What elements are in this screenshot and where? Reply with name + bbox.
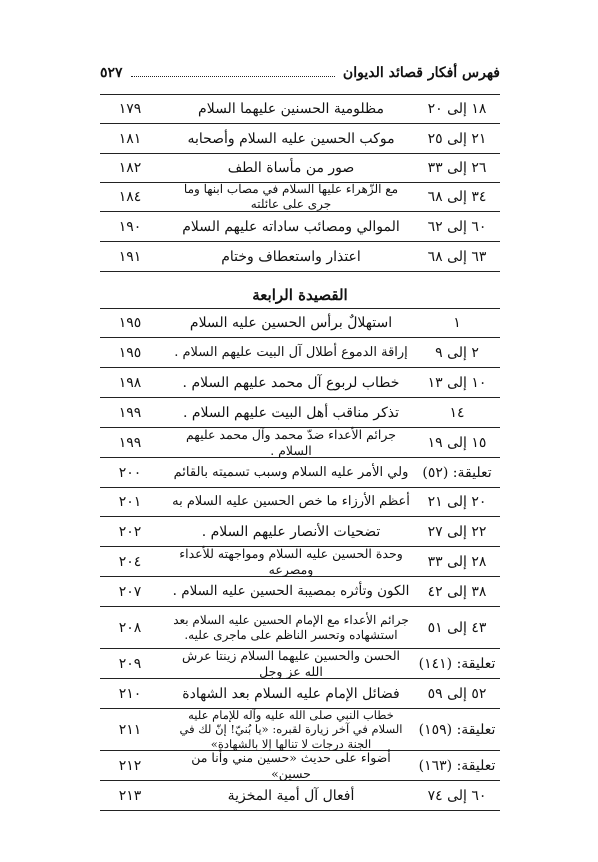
index-row — [100, 242, 500, 272]
index-row — [100, 577, 500, 607]
index-row — [100, 751, 500, 781]
leader-dots — [131, 76, 335, 77]
verse-range: ٢٦ إلى ٣٣ — [427, 160, 487, 176]
topic-title: أضواء على حديث «حسين مني وأنا من حسين» — [191, 750, 391, 781]
index-row — [100, 607, 500, 649]
page-ref: ١٩٩ — [118, 404, 142, 421]
verse-range: تعليقة: (١٥٩) — [418, 721, 496, 738]
index-row — [100, 781, 500, 811]
verse-range: تعليقة: (١٤١) — [418, 655, 496, 672]
running-title: فهرس أفكار قصائد الديوان — [342, 65, 500, 81]
topic-title: تضحيات الأنصار عليهم السلام . — [201, 523, 381, 540]
topic-title: الكون وتأثره بمصيبة الحسين عليه السلام . — [172, 583, 410, 600]
index-row — [100, 94, 500, 124]
topic-title: مع الزّهراء عليها السلام في مصاب ابنها وما جرى على عائلته — [183, 182, 399, 211]
page-ref: ١٩٥ — [118, 315, 142, 331]
page-ref: ١٩٩ — [118, 434, 142, 451]
page-ref: ١٨٤ — [118, 189, 142, 205]
topic-title: فضائل الإمام عليه السلام بعد الشهادة — [182, 685, 400, 702]
verse-range: ٣٨ إلى ٤٢ — [427, 583, 487, 600]
index-row — [100, 488, 500, 517]
topic-title: موكب الحسين عليه السلام وأصحابه — [187, 130, 395, 147]
index-row — [100, 517, 500, 547]
verse-range: ٦٠ إلى ٦٢ — [427, 218, 487, 235]
index-row — [100, 649, 500, 679]
verse-range: ٤٣ إلى ٥١ — [427, 619, 487, 636]
verse-range: ١ — [453, 315, 461, 331]
page-ref: ١٩٠ — [118, 218, 142, 235]
index-table-2 — [100, 308, 500, 811]
topic-title: أفعال آل أمية المخزية — [227, 787, 355, 804]
page-number: ٥٢٧ — [100, 65, 123, 81]
verse-range: ١٠ إلى ١٣ — [427, 374, 487, 391]
index-row — [100, 124, 500, 154]
topic-title: جرائم الأعداء مع الإمام الحسين عليه السلام بعد استشهاده وتحسر الناظم على ماجرى عليه. — [173, 612, 409, 642]
index-row — [100, 308, 500, 338]
verse-range: ٢٢ إلى ٢٧ — [427, 523, 487, 540]
topic-title: وحدة الحسين عليه السلام ومواجهته للأعداء ومصرعه — [179, 546, 403, 577]
page-ref: ٢٠٨ — [118, 619, 142, 636]
topic-title: الحسن والحسين عليهما السلام زينتا عرش الله عز وجل — [182, 648, 400, 679]
page-ref: ٢١٣ — [118, 787, 142, 804]
topic-title: استهلالٌ برأس الحسين عليه السلام — [189, 315, 393, 331]
verse-range: ٢١ إلى ٢٥ — [427, 130, 487, 147]
verse-range: ٦٠ إلى ٧٤ — [427, 787, 487, 804]
topic-title: خطاب لربوع آل محمد عليهم السلام . — [182, 374, 400, 391]
index-row — [100, 679, 500, 709]
index-row — [100, 398, 500, 428]
verse-range: ١٤ — [449, 404, 465, 421]
topic-title: اعتذار واستعطاف وختام — [221, 248, 361, 265]
verse-range: ٥٢ إلى ٥٩ — [427, 685, 487, 702]
verse-range: تعليقة: (٥٢) — [422, 464, 492, 481]
index-row — [100, 458, 500, 488]
page-ref: ٢١٠ — [118, 685, 142, 702]
index-row — [100, 154, 500, 183]
page-ref: ١٩٨ — [118, 374, 142, 391]
page-ref: ١٨٢ — [118, 160, 142, 176]
page-ref: ١٩٥ — [118, 344, 142, 361]
page-ref: ٢٠٤ — [118, 553, 142, 570]
topic-title: تذكر مناقب أهل البيت عليهم السلام . — [182, 404, 400, 421]
topic-title: إراقة الدموع أطلال آل البيت عليهم السلام . — [174, 344, 408, 360]
page-ref: ٢٠٧ — [118, 583, 142, 600]
page-ref: ٢٠١ — [118, 494, 142, 510]
page-ref: ٢٠٢ — [118, 523, 142, 540]
page-ref: ١٩١ — [118, 248, 142, 265]
page-ref: ١٨١ — [118, 130, 142, 147]
verse-range: ١٥ إلى ١٩ — [427, 434, 487, 451]
verse-range: ٢٨ إلى ٣٣ — [427, 553, 487, 570]
page-ref: ٢١١ — [118, 721, 142, 738]
topic-title: خطاب النبي صلى الله عليه وآله للإمام عليه السلام في آخر زيارة لقبره: «يا بُنيّ! إنّ لك في الجنة درجات لا تنالها إلا بالشهادة» — [179, 707, 403, 751]
running-header — [100, 62, 500, 84]
topic-title: أعظم الأرزاء ما خص الحسين عليه السلام به — [172, 494, 410, 509]
verse-range: ٦٣ إلى ٦٨ — [427, 248, 487, 265]
topic-title: ولي الأمر عليه السلام وسبب تسميته بالقائم — [173, 464, 409, 480]
verse-range: ١٨ إلى ٢٠ — [427, 101, 487, 117]
topic-title: الموالي ومصائب ساداته عليهم السلام — [182, 218, 400, 235]
index-row — [100, 183, 500, 212]
topic-title: صور من مأساة الطف — [227, 160, 355, 176]
index-row — [100, 338, 500, 368]
index-row — [100, 368, 500, 398]
index-row — [100, 428, 500, 458]
index-row — [100, 709, 500, 751]
verse-range: ٢ إلى ٩ — [435, 344, 479, 361]
page-ref: ٢٠٩ — [118, 655, 142, 672]
topic-title: جرائم الأعداء ضدّ محمد وآل محمد عليهم السلام . — [185, 427, 397, 458]
verse-range: ٢٠ إلى ٢١ — [427, 494, 487, 510]
index-row — [100, 212, 500, 242]
index-table-1 — [100, 94, 500, 272]
verse-range: ٣٤ إلى ٦٨ — [427, 189, 487, 205]
page-ref: ٢١٢ — [118, 757, 142, 774]
index-row — [100, 547, 500, 577]
topic-title: مظلومية الحسنين عليهما السلام — [198, 101, 384, 117]
page-ref: ١٧٩ — [118, 101, 142, 117]
section-title: القصيدة الرابعة — [252, 286, 348, 304]
verse-range: تعليقة: (١٦٣) — [418, 757, 496, 774]
page-ref: ٢٠٠ — [118, 464, 142, 481]
